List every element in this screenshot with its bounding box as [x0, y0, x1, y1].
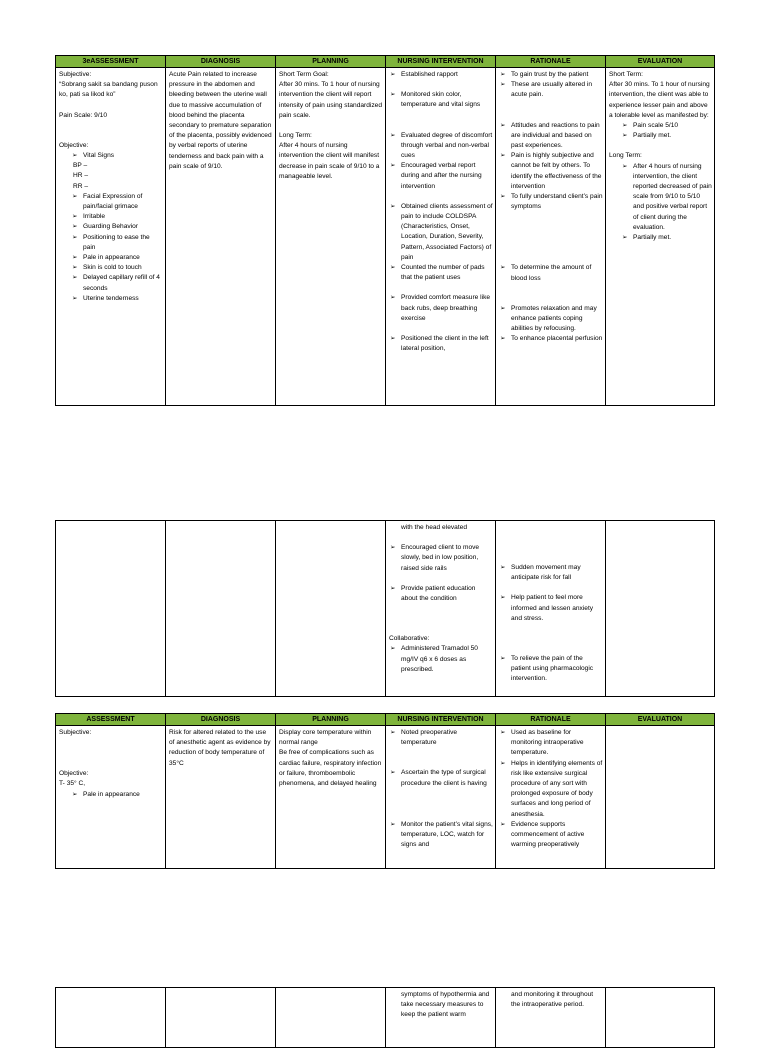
list-item: ➢ Encouraged verbal report during and after the nursing intervention: [389, 161, 493, 192]
list-item: ➢ Pain scale 5/10: [621, 121, 712, 131]
eval-short-list: [621, 121, 712, 141]
intervention-list: [389, 70, 493, 354]
header-rationale: RATIONALE: [496, 714, 606, 726]
list-item: ➢ Vital Signs: [71, 151, 163, 161]
header-evaluation: EVALUATION: [606, 56, 715, 68]
list-item: ➢ Used as baseline for monitoring intraoperative temperature.: [499, 728, 603, 759]
list-item: ➢ Positioned the client in the left lateral position,: [389, 334, 493, 354]
header-diagnosis: DIAGNOSIS: [166, 56, 276, 68]
list-item: ➢ Monitored skin color, temperature and vital signs: [389, 90, 493, 110]
list-item: ➢ To relieve the pain of the patient using pharmacologic intervention.: [499, 654, 603, 685]
diagnosis-cell: [166, 68, 276, 406]
list-item: ➢ Pain is highly subjective and cannot be felt by others. To identify the effectiveness of the intervention: [499, 151, 603, 192]
list-item: ➢ Facial Expression of pain/facial grimace: [71, 192, 163, 212]
intervention-cell: [386, 521, 496, 697]
list-item: ➢ Pale in appearance: [71, 253, 163, 263]
table-row: [56, 521, 715, 697]
diagnosis-text: Acute Pain related to increase pressure in the abdomen and bleeding between the uterine wall due to massive accumulation of blood behind the placenta secondary to premature separation of the placenta, possibly evidenced by verbal reports of uterine tenderness and back pain with a pain scale of 9/10.: [169, 71, 272, 170]
diagnosis-text: Risk for altered related to the use of anesthetic agent as evidence by reduction of body temperature of 35°C: [169, 729, 271, 767]
rationale-cell: [496, 68, 606, 406]
eval-long-label: Long Term:: [609, 152, 642, 160]
header-nursing-intervention: NURSING INTERVENTION: [386, 56, 496, 68]
list-item: ➢ After 4 hours of nursing intervention, the client reported decreased of pain scale from 9/10 to 5/10 and positive verbal report of client during the evaluation.: [621, 162, 712, 233]
collaborative-label: Collaborative:: [389, 635, 430, 643]
planning-cell: [276, 68, 386, 406]
rationale-list: [499, 70, 603, 345]
assessment-cell: [56, 726, 166, 869]
objective-label: Objective:: [59, 770, 89, 778]
list-item: ➢ Delayed capillary refill of 4 seconds: [71, 273, 163, 293]
evaluation-cell: [606, 68, 715, 406]
intervention-continued: with the head elevated: [401, 524, 467, 531]
list-item: ➢ Counted the number of pads that the patient uses: [389, 263, 493, 283]
header-planning: PLANNING: [276, 56, 386, 68]
list-item: ➢ Partially met.: [621, 131, 712, 141]
list-item: ➢ Monitor the patient’s vital signs, temperature, LOC, watch for signs and: [389, 820, 493, 851]
subjective-label: Subjective:: [59, 71, 92, 78]
subjective-label: Subjective:: [59, 729, 92, 736]
table-row: [56, 726, 715, 869]
evaluation-cell: [606, 726, 715, 869]
list-item: ➢ To enhance placental perfusion: [499, 334, 603, 344]
header-assessment: ASSESSMENT: [56, 714, 166, 726]
planning-cell: [276, 988, 386, 1048]
objective-label: Objective:: [59, 141, 89, 149]
long-term-label: Long Term:: [279, 132, 312, 140]
rationale-cell: [496, 726, 606, 869]
list-item: ➢ Evaluated degree of discomfort through verbal and non-verbal cues: [389, 131, 493, 162]
temperature-reading: T- 35° C,: [59, 780, 86, 788]
list-item: ➢ Partially met.: [621, 233, 712, 243]
header-row: [56, 56, 715, 68]
list-item: ➢ Obtained clients assessment of pain to include COLDSPA (Characteristics, Onset, Location, Duration, Severity, Pattern, Associated Factors) of pain: [389, 202, 493, 263]
short-term-goal-text: After 30 mins. To 1 hour of nursing intervention the client will report intensity of pain using standardized pain scale.: [279, 81, 383, 119]
list-item: ➢ Guarding Behavior: [71, 222, 163, 232]
list-item: ➢ Provided comfort measure like back rubs, deep breathing exercise: [389, 293, 493, 324]
list-item: ➢ Evidence supports commencement of active warming preoperatively: [499, 820, 603, 851]
table-row: [56, 988, 715, 1048]
header-rationale: RATIONALE: [496, 56, 606, 68]
list-item: ➢ Help patient to feel more informed and lessen anxiety and stress.: [499, 593, 603, 624]
subjective-quote: “Sobrang sakit sa bandang puson ko, pati sa likod ko”: [59, 81, 158, 99]
eval-long-list: [621, 162, 712, 244]
list-item: ➢ Positioning to ease the pain: [71, 233, 163, 253]
list-item: ➢ Helps in identifying elements of risk like extensive surgical procedure of any sort with prolonged exposure of body surfaces and long period of anesthesia.: [499, 759, 603, 820]
header-evaluation: EVALUATION: [606, 714, 715, 726]
intervention-list: [389, 728, 493, 850]
list-item: ➢ To determine the amount of blood loss: [499, 263, 603, 283]
header-nursing-intervention: NURSING INTERVENTION: [386, 714, 496, 726]
vital-signs-list: [71, 151, 163, 161]
care-plan-table-2: [55, 520, 715, 697]
assessment-cell: [56, 988, 166, 1048]
diagnosis-cell: [166, 726, 276, 869]
intervention-list: [389, 543, 493, 604]
evaluation-cell: [606, 521, 715, 697]
eval-short-text: After 30 mins. To 1 hour of nursing intervention, the client was able to experience lesser pain and above a tolerable level as manifested by:: [609, 81, 710, 119]
care-plan-table-4: [55, 987, 715, 1048]
list-item: ➢ Uterine tenderness: [71, 294, 163, 304]
list-item: ➢ To fully understand client’s pain symptoms: [499, 192, 603, 212]
list-item: ➢ Attitudes and reactions to pain are individual and based on past experiences.: [499, 121, 603, 152]
assessment-cell: [56, 68, 166, 406]
intervention-continued: symptoms of hypothermia and take necessary measures to keep the patient warm: [401, 991, 490, 1019]
list-item: ➢ Established rapport: [389, 70, 493, 80]
diagnosis-cell: [166, 988, 276, 1048]
list-item: ➢ Encouraged client to move slowly, bed in low position, raised side rails: [389, 543, 493, 574]
header-assessment: 3eASSESSMENT: [56, 56, 166, 68]
eval-short-label: Short Term:: [609, 71, 643, 78]
objective-findings-list: [71, 790, 163, 800]
rationale-list: [499, 728, 603, 850]
list-item: ➢ Promotes relaxation and may enhance patients coping abilities by refocusing.: [499, 304, 603, 335]
intervention-cell: [386, 726, 496, 869]
vital-bp: BP –: [73, 162, 88, 170]
vital-hr: HR –: [73, 172, 89, 180]
rationale-cell: [496, 988, 606, 1048]
planning-cell: [276, 726, 386, 869]
intervention-cell: [386, 988, 496, 1048]
care-plan-table-3: [55, 713, 715, 869]
list-item: ➢ Ascertain the type of surgical procedure the client is having: [389, 768, 493, 788]
diagnosis-cell: [166, 521, 276, 697]
evaluation-cell: [606, 988, 715, 1048]
list-item: ➢ Irritable: [71, 212, 163, 222]
list-item: ➢ Sudden movement may anticipate risk for fall: [499, 563, 603, 583]
list-item: ➢ These are usually altered in acute pain.: [499, 80, 603, 100]
rationale-continued: and monitoring it throughout the intraoperative period.: [511, 991, 594, 1009]
header-row: [56, 714, 715, 726]
pain-scale: Pain Scale: 9/10: [59, 111, 108, 119]
list-item: ➢ Administered Tramadol 50 mg/IV q6 x 6 doses as prescribed.: [389, 644, 493, 675]
intervention-cell: [386, 68, 496, 406]
rationale-cell: [496, 521, 606, 697]
planning-cell: [276, 521, 386, 697]
assessment-cell: [56, 521, 166, 697]
vital-rr: RR –: [73, 182, 89, 190]
collaborative-list: [389, 644, 493, 675]
list-item: ➢ Skin is cold to touch: [71, 263, 163, 273]
list-item: ➢ To gain trust by the patient: [499, 70, 603, 80]
list-item: ➢ Pale in appearance: [71, 790, 163, 800]
list-item: ➢ Provide patient education about the condition: [389, 584, 493, 604]
planning-text: Display core temperature within normal range Be free of complications such as cardiac failure, respiratory infection or failure, thromboembolic phenomena, and delayed healing: [279, 729, 382, 788]
header-planning: PLANNING: [276, 714, 386, 726]
care-plan-table-1: [55, 55, 715, 406]
short-term-goal-label: Short Term Goal:: [279, 71, 329, 78]
objective-findings-list: [71, 192, 163, 304]
rationale-list: [499, 563, 603, 685]
table-row: [56, 68, 715, 406]
list-item: ➢ Noted preoperative temperature: [389, 728, 493, 748]
long-term-text: After 4 hours of nursing intervention the client will manifest decrease in pain scale of 9/10 to a manageable level.: [279, 142, 380, 180]
header-diagnosis: DIAGNOSIS: [166, 714, 276, 726]
